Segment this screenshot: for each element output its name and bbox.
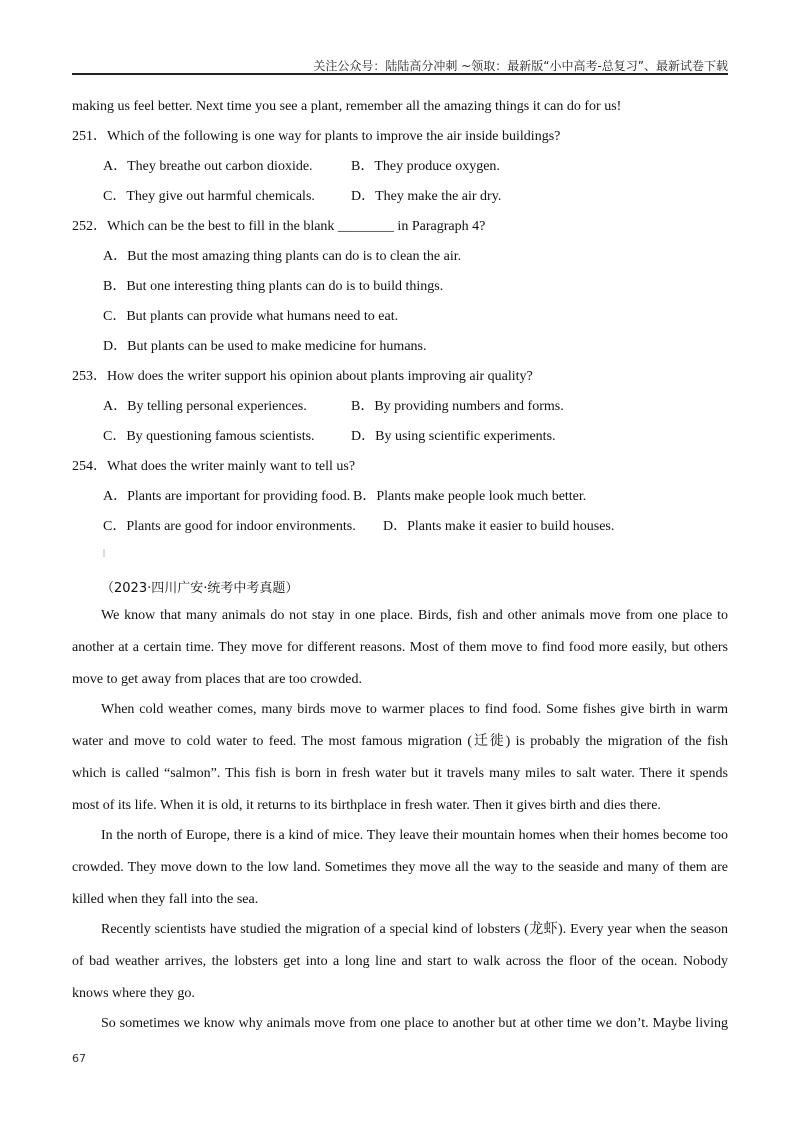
question-253-option-a: A．By telling personal experiences. <box>103 399 307 414</box>
passage-line: In the north of Europe, there is a kind of mice. They leave their mountain homes when their homes become too <box>101 828 728 843</box>
question-251-option-d: D．They make the air dry. <box>351 189 502 204</box>
question-254-option-b: B．Plants make people look much better. <box>353 489 587 504</box>
question-252-option-d: D．But plants can be used to make medicine for humans. <box>103 339 427 354</box>
question-254-option-d: D．Plants make it easier to build houses. <box>383 519 615 534</box>
passage-line: of bad weather arrives, the lobsters get into a long line and start to walk across the floor of the ocean. Nobody <box>72 954 728 969</box>
question-253-option-b: B．By providing numbers and forms. <box>351 399 564 414</box>
passage-line: When cold weather comes, many birds move to warmer places to find food. Some fishes give birth in warm <box>101 702 728 717</box>
header-rule <box>72 73 728 75</box>
question-254-stem: 254．What does the writer mainly want to tell us? <box>72 459 356 474</box>
question-252-option-b: B．But one interesting thing plants can do is to build things. <box>103 279 444 294</box>
question-254-option-c: C．Plants are good for indoor environments. <box>103 519 356 534</box>
intro-line: making us feel better. Next time you see a plant, remember all the amazing things it can do for us! <box>72 99 622 114</box>
passage-source: （2023·四川广安·统考中考真题） <box>101 581 299 596</box>
passage-line: We know that many animals do not stay in one place. Birds, fish and other animals move from one place to <box>101 608 728 623</box>
question-253-stem: 253．How does the writer support his opinion about plants improving air quality? <box>72 369 533 384</box>
question-251-stem: 251．Which of the following is one way for plants to improve the air inside buildings? <box>72 129 561 144</box>
passage-line: another at a certain time. They move for different reasons. Most of them move to find food more easily, but others <box>72 640 728 655</box>
passage-line: knows where they go. <box>72 986 195 1001</box>
question-254-option-a: A．Plants are important for providing food. <box>103 489 351 504</box>
passage-line: move to get away from places that are too crowded. <box>72 672 363 687</box>
passage-line: most of its life. When it is old, it returns to its birthplace in fresh water. Then it gives birth and dies there. <box>72 798 661 813</box>
passage-line: killed when they fall into the sea. <box>72 892 259 907</box>
passage-line: which is called “salmon”. This fish is born in fresh water but it travels many miles to salt water. There it spends <box>72 766 728 781</box>
passage-line: Recently scientists have studied the migration of a special kind of lobsters (龙虾). Every year when the season <box>101 922 728 937</box>
passage-line: crowded. They move down to the low land. Sometimes they move all the way to the seaside and many of them are <box>72 860 728 875</box>
question-252-stem: 252．Which can be the best to fill in the blank ________ in Paragraph 4? <box>72 219 486 234</box>
question-253-option-d: D．By using scientific experiments. <box>351 429 556 444</box>
page-header: 关注公众号：陆陆高分冲刺 ~领取：最新版“小中高考-总复习”、最新试卷下载 <box>313 59 728 73</box>
question-251-option-b: B．They produce oxygen. <box>351 159 500 174</box>
question-253-option-c: C．By questioning famous scientists. <box>103 429 315 444</box>
page-number: 67 <box>72 1052 86 1065</box>
question-252-option-a: A．But the most amazing thing plants can do is to clean the air. <box>103 249 462 264</box>
passage-line: water and move to cold water to feed. The most famous migration (迁徙) is probably the migration of the fish <box>72 734 728 749</box>
question-251-option-a: A．They breathe out carbon dioxide. <box>103 159 313 174</box>
question-252-option-c: C．But plants can provide what humans need to eat. <box>103 309 399 324</box>
passage-line: So sometimes we know why animals move from one place to another but at other time we don’t. Maybe living <box>101 1016 728 1031</box>
scan-mark <box>103 549 105 557</box>
question-251-option-c: C．They give out harmful chemicals. <box>103 189 315 204</box>
